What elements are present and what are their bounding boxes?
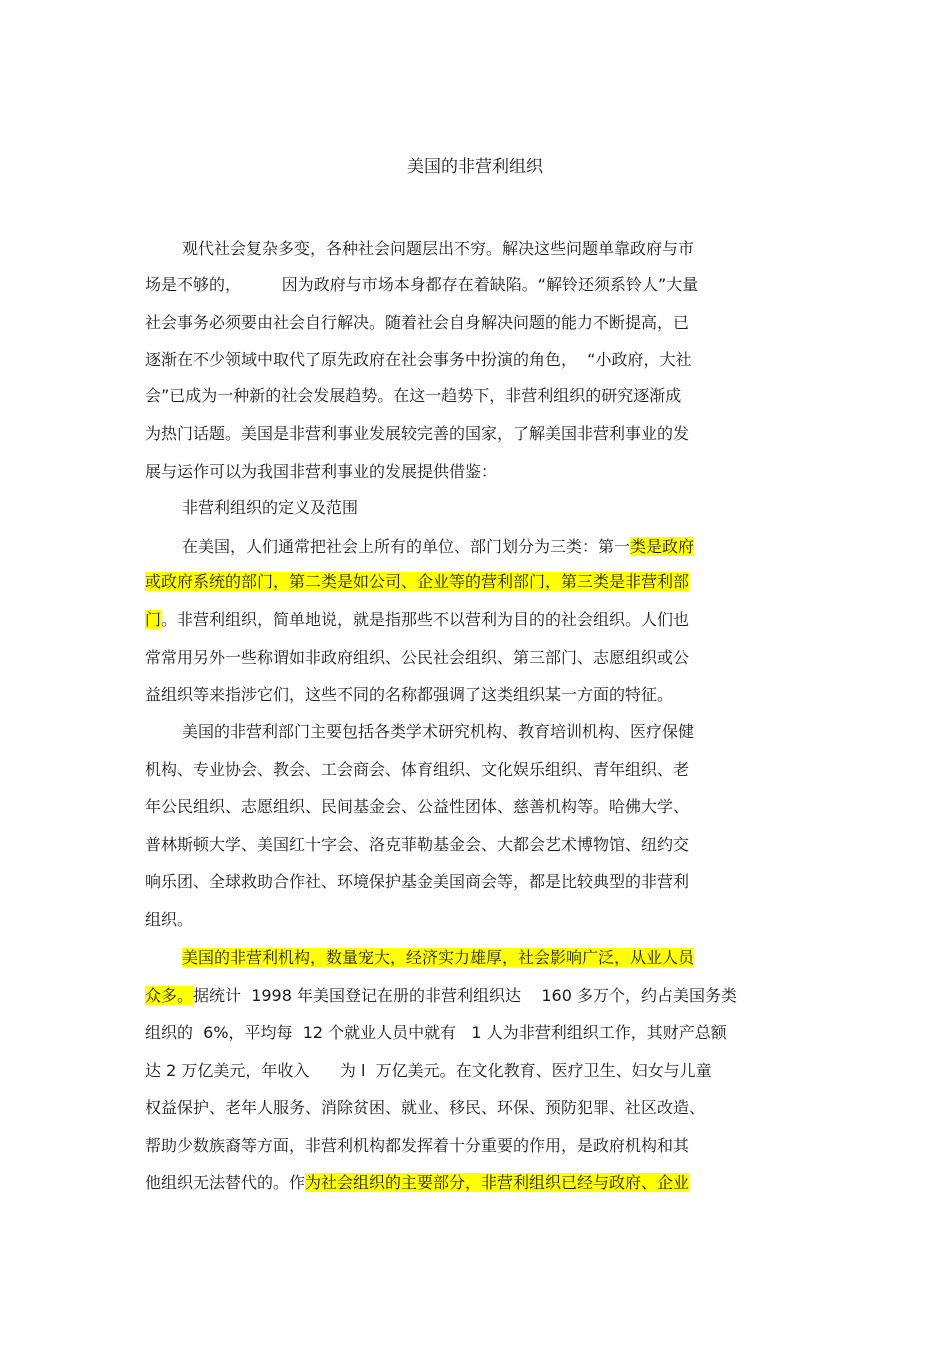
paragraph-line [145,1094,950,1122]
text-segment: 据统计 1998 年美国登记在册的非营利组织达 160 多万个，约占美国务类 [193,986,737,1005]
text-segment: 权益保护、老年人服务、消除贫困、就业、移民、环保、预防犯罪、社区改造、 [145,1098,706,1117]
text-segment: 常常用另外一些称谓如非政府组织、公民社会组织、第三部门、志愿组织或公 [145,648,690,667]
text-segment: 组织的 6%，平均每 12 个就业人员中就有 1 人为非营利组织工作，其财产总额 [145,1023,727,1042]
paragraph-line [145,420,950,448]
text-segment: 他组织无法替代的。作 [145,1173,306,1192]
paragraph-line [145,1019,950,1047]
paragraph-line [145,756,950,784]
text-segment: 响乐团、全球救助合作社、环境保护基金美国商会等，都是比较典型的非营利 [145,872,690,891]
text-segment: 场是不够的， 因为政府与市场本身都存在着缺陷。“解铃还须系铃人”大量 [145,275,699,294]
paragraph-line [182,944,950,972]
paragraph-line [145,382,950,410]
paragraph-line [145,868,950,896]
text-segment: 社会事务必须要由社会自行解决。随着社会自身解决问题的能力不断提高，已 [145,313,690,332]
paragraph-line [145,1132,950,1160]
text-segment: 逐渐在不少领域中取代了原先政府在社会事务中扮演的角色， “小政府，大社 [145,350,692,369]
text-segment: 帮助少数族裔等方面，非营利机构都发挥着十分重要的作用，是政府机构和其 [145,1136,690,1155]
text-segment: 在美国，人们通常把社会上所有的单位、部门划分为三类：第一 [182,537,631,556]
paragraph-line [145,568,950,596]
paragraph-line [182,494,950,522]
paragraph-line [145,1057,950,1085]
text-segment: 为热门话题。美国是非营利事业发展较完善的国家，了解美国非营利事业的发 [145,424,690,443]
paragraph-line [182,718,950,746]
text-segment: 美国的非营利部门主要包括各类学术研究机构、教育培训机构、医疗保健 [182,722,695,741]
paragraph-line [145,458,950,486]
highlighted-text: 或政府系统的部门，第二类是如公司、企业等的营利部门，第三类是非营利部 [145,572,690,591]
paragraph-line [145,793,950,821]
document-title: 美国的非营利组织 [407,157,543,177]
text-segment: 组织。 [145,910,194,929]
paragraph-line [145,831,950,859]
highlighted-text: 为社会组织的主要部分，非营利组织已经与政府、企业 [305,1173,690,1192]
paragraph-line [145,644,950,672]
text-segment: 。非营利组织，简单地说，就是指那些不以营利为目的的社会组织。人们也 [161,610,690,629]
text-segment: 年公民组织、志愿组织、民间基金会、公益性团体、慈善机构等。哈佛大学、 [145,797,690,816]
text-segment: 观代社会复杂多变，各种社会问题层出不穷。解决这些问题单靠政府与市 [182,239,695,258]
paragraph-line [182,235,950,263]
highlighted-text: 众多。 [145,986,194,1005]
text-segment: 益组织等来指涉它们，这些不同的名称都强调了这类组织某一方面的特征。 [145,685,674,704]
paragraph-line [145,906,950,934]
text-segment: 会”已成为一种新的社会发展趋势。在这一趋势下，非营利组织的研究逐渐成 [145,386,682,405]
text-segment: 达 2 万亿美元，年收入 为 l 万亿美元。在文化教育、医疗卫生、妇女与儿童 [145,1061,712,1080]
paragraph-line [145,271,950,299]
highlighted-text: 类是政府 [630,537,695,556]
paragraph-line [145,681,950,709]
highlighted-text: 门 [145,610,162,629]
paragraph-line [145,309,950,337]
text-segment: 普林斯顿大学、美国红十字会、洛克菲勒基金会、大都会艺术博物馆、纽约交 [145,835,690,854]
text-segment: 展与运作可以为我国非营利事业的发展提供借鉴： [145,462,498,481]
paragraph-line [145,606,950,634]
paragraph-line [145,346,950,374]
paragraph-line [182,533,950,561]
paragraph-line [145,982,950,1010]
highlighted-text: 美国的非营利机构，数量宠大，经济实力雄厚，社会影响广泛，从业人员 [182,948,695,967]
text-segment: 非营利组织的定义及范围 [182,498,359,517]
text-segment: 机构、专业协会、教会、工会商会、体育组织、文化娱乐组织、青年组织、老 [145,760,690,779]
paragraph-line [145,1169,950,1197]
